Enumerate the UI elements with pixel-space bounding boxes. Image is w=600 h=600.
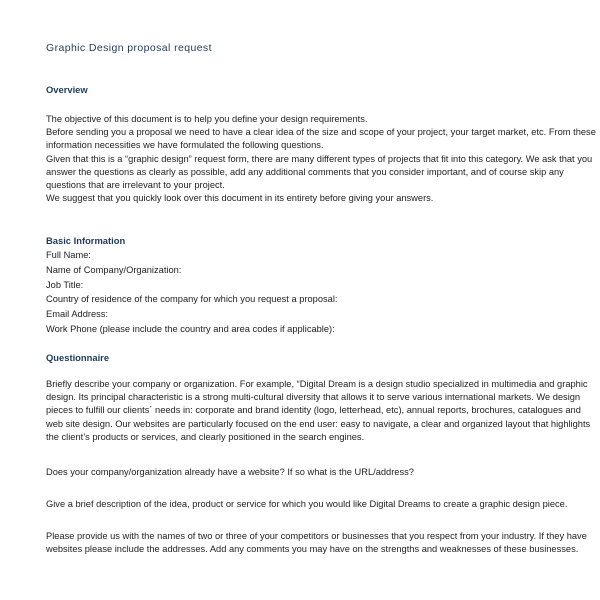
- field-label-work-phone: Work Phone (please include the country and area codes if applicable):: [46, 323, 335, 334]
- overview-line: Given that this is a “graphic design” request form, there are many different types of projects that fit into this category. We ask that you: [46, 153, 593, 164]
- questionnaire-heading: Questionnaire: [46, 352, 110, 363]
- basic-information-fields: [46, 248, 586, 337]
- question-line: the client’s products or services, and clearly positioned in the search engines.: [46, 431, 365, 442]
- question-line: websites please include the addresses. Add any comments you may have on the strengths and weaknesses of these businesses.: [46, 544, 579, 555]
- field-label-email: Email Address:: [46, 309, 109, 320]
- field-label-company: Name of Company/Organization:: [46, 264, 182, 275]
- field-label-country: Country of residence of the company for which you request a proposal:: [46, 294, 338, 305]
- question-website: Does your company/organization already have a website? If so what is the URL/address?: [46, 467, 414, 477]
- question-line: design. Its principal characteristic is a strong multi-cultural diversity that allows it to serve various international markets. We design: [46, 392, 581, 403]
- question-competitors: [46, 530, 586, 556]
- question-line: pieces to fulfill our clients´ needs in: corporate and brand identity (logo, letterhead, etc), annual reports, brochures, catalogues and: [46, 405, 581, 416]
- question-company-description: [46, 378, 591, 444]
- field-label-full-name: Full Name:: [46, 250, 91, 260]
- overview-line: Before sending you a proposal we need to have a clear idea of the size and scope of your project, your target market, etc. From these: [46, 127, 596, 138]
- document-title: Graphic Design proposal request: [46, 42, 212, 54]
- question-line: web site design. Our websites are particularly focused on the end user: easy to navigate, a clear and organized layout that highlights: [46, 418, 591, 429]
- overview-line: questions that are irrelevant to your project.: [46, 179, 225, 190]
- question-line: Please provide us with the names of two or three of your competitors or businesses that you respect from your industry. If they have: [46, 531, 587, 541]
- overview-line: We suggest that you quickly look over this document in its entirety before giving your answers.: [46, 193, 434, 204]
- overview-heading: Overview: [46, 84, 88, 95]
- overview-text: [46, 113, 596, 205]
- question-line: Briefly describe your company or organization. For example, “Digital Dream is a design studio specialized in multimedia and graphic: [46, 379, 588, 389]
- overview-line: The objective of this document is to help you define your design requirements.: [46, 114, 368, 124]
- overview-line: information necessities we have formulated the following questions.: [46, 140, 324, 151]
- basic-information-heading: Basic Information: [46, 235, 126, 246]
- overview-line: answer the questions as clearly as possible, add any additional comments that you consider important, and of course skip any: [46, 166, 564, 177]
- field-label-job-title: Job Title:: [46, 279, 84, 290]
- question-idea-description: Give a brief description of the idea, product or service for which you would like Digital Dreams to create a graphic design piece.: [46, 499, 568, 509]
